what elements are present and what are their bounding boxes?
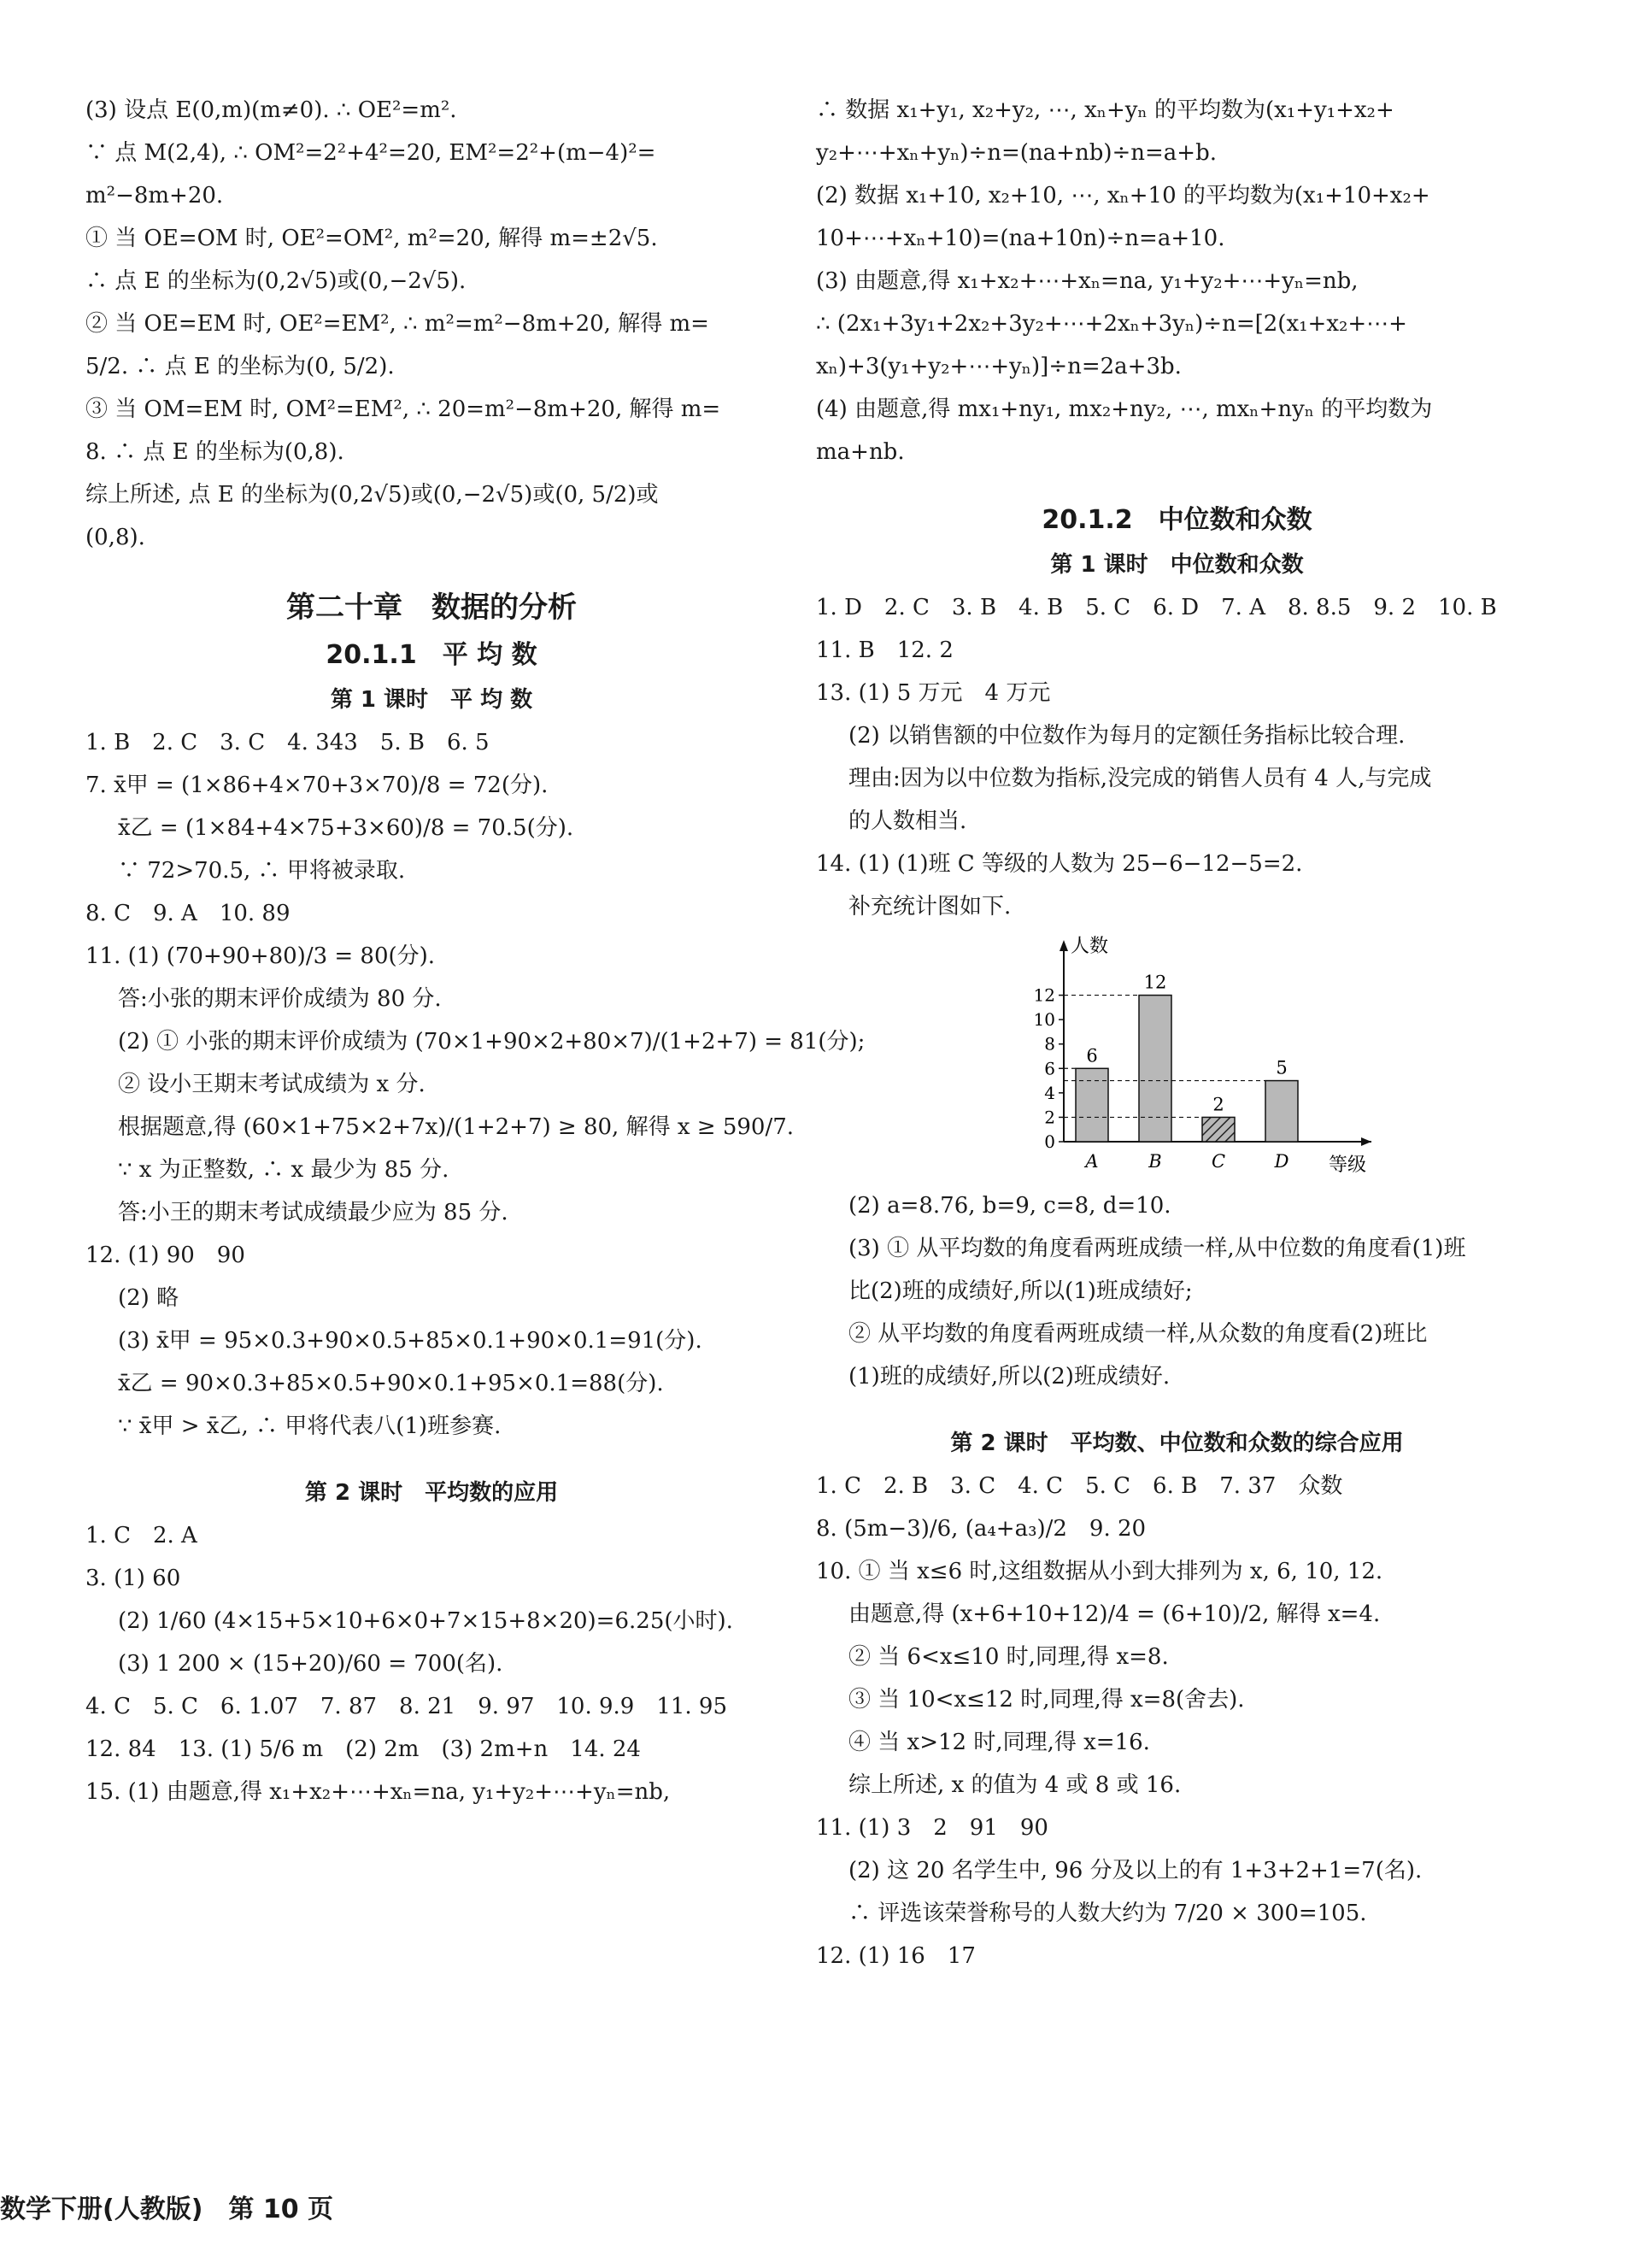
text-line: ① 当 OE=OM 时, OE²=OM², m²=20, 解得 m=±2√5.: [85, 226, 658, 251]
text-line: (3) ① 从平均数的角度看两班成绩一样,从中位数的角度看(1)班: [848, 1236, 1466, 1261]
bar-D: [1265, 1081, 1298, 1142]
bar-B: [1139, 996, 1171, 1142]
text-line: 答:小王的期末考试成绩最少应为 85 分.: [118, 1200, 508, 1225]
text-line: (0,8).: [85, 525, 145, 550]
text-line: 1. C 2. B 3. C 4. C 5. C 6. B 7. 37 众数: [816, 1473, 1343, 1499]
text-line: ∵ 72>70.5, ∴ 甲将被录取.: [118, 858, 406, 884]
text-line: (2) 以销售额的中位数作为每月的定额任务指标比较合理.: [848, 723, 1406, 749]
y-axis-arrow: [1060, 940, 1068, 951]
text-line: 7. x̄甲 = (1×86+4×70+3×70)/8 = 72(分).: [85, 773, 549, 798]
y-tick-label: 10: [1033, 1009, 1055, 1031]
text-line: 8. ∴ 点 E 的坐标为(0,8).: [85, 439, 344, 465]
y-tick-label: 6: [1044, 1058, 1055, 1079]
text-line: 13. (1) 5 万元 4 万元: [816, 680, 1051, 706]
text-line: ② 当 6<x≤10 时,同理,得 x=8.: [848, 1644, 1169, 1670]
bar-A: [1076, 1068, 1108, 1142]
text-line: ∴ 评选该荣誉称号的人数大约为 7/20 × 300=105.: [848, 1901, 1367, 1926]
text-line: 11. (1) 3 2 91 90: [816, 1815, 1048, 1841]
text-line: 根据题意,得 (60×1+75×2+7x)/(1+2+7) ≥ 80, 解得 x ≥ 590/7.: [118, 1114, 795, 1140]
text-line: 12. (1) 16 17: [816, 1943, 976, 1969]
text-line: 理由:因为以中位数为指标,没完成的销售人员有 4 人,与完成: [848, 766, 1432, 791]
text-line: (3) 设点 E(0,m)(m≠0). ∴ OE²=m².: [85, 97, 457, 123]
x-tick-label: C: [1211, 1151, 1226, 1172]
text-line: 11. B 12. 2: [816, 638, 954, 663]
text-line: 10+⋯+xₙ+10)=(na+10n)÷n=a+10.: [816, 226, 1225, 251]
text-line: 5/2. ∴ 点 E 的坐标为(0, 5/2).: [85, 354, 395, 379]
text-line: ② 当 OE=EM 时, OE²=EM², ∴ m²=m²−8m+20, 解得 m=: [85, 311, 709, 337]
text-line: 10. ① 当 x≤6 时,这组数据从小到大排列为 x, 6, 10, 12.: [816, 1559, 1383, 1584]
text-line: 14. (1) (1)班 C 等级的人数为 25−6−12−5=2.: [816, 851, 1303, 877]
text-line: 由题意,得 (x+6+10+12)/4 = (6+10)/2, 解得 x=4.: [848, 1601, 1381, 1627]
text-line: 4. C 5. C 6. 1.07 7. 87 8. 21 9. 97 10. 9.9 11. 95: [85, 1694, 728, 1719]
y-axis-label: 人数: [1071, 936, 1109, 957]
y-tick-label: 12: [1033, 984, 1055, 1006]
bar-value-label: 6: [1086, 1045, 1098, 1066]
text-line: (2) 这 20 名学生中, 96 分及以上的有 1+3+2+1=7(名).: [848, 1858, 1423, 1883]
text-line: ③ 当 10<x≤12 时,同理,得 x=8(舍去).: [848, 1687, 1245, 1713]
text-line: ② 设小王期末考试成绩为 x 分.: [118, 1072, 426, 1097]
page-footer: 数学下册(人教版) 第 10 页: [0, 2195, 334, 2224]
y-tick-label: 4: [1044, 1082, 1055, 1103]
bar-chart-svg: [1013, 928, 1371, 1184]
text-line: ∵ x 为正整数, ∴ x 最少为 85 分.: [118, 1157, 449, 1183]
text-line: ∴ 数据 x₁+y₁, x₂+y₂, ⋯, xₙ+yₙ 的平均数为(x₁+y₁+x₂+: [816, 97, 1394, 123]
text-line: (2) a=8.76, b=9, c=8, d=10.: [848, 1193, 1171, 1219]
text-line: (2) ① 小张的期末评价成绩为 (70×1+90×2+80×7)/(1+2+7) = 81(分);: [118, 1029, 866, 1055]
text-line: 8. C 9. A 10. 89: [85, 901, 291, 926]
bar-chart: [816, 928, 1538, 1184]
text-line: (4) 由题意,得 mx₁+ny₁, mx₂+ny₂, ⋯, mxₙ+nyₙ 的平均数为: [816, 397, 1433, 422]
text-line: ∵ x̄甲 > x̄乙, ∴ 甲将代表八(1)班参赛.: [118, 1413, 502, 1439]
text-line: 15. (1) 由题意,得 x₁+x₂+⋯+xₙ=na, y₁+y₂+⋯+yₙ=nb,: [85, 1779, 671, 1805]
text-line: (2) 略: [118, 1285, 179, 1311]
text-line: x̄乙 = (1×84+4×75+3×60)/8 = 70.5(分).: [118, 815, 574, 841]
text-line: 综上所述, 点 E 的坐标为(0,2√5)或(0,−2√5)或(0, 5/2)或: [85, 482, 659, 508]
text-line: xₙ)+3(y₁+y₂+⋯+yₙ)]÷n=2a+3b.: [816, 354, 1182, 379]
x-tick-label: B: [1148, 1151, 1162, 1172]
section-title: 20.1.1 平 均 数: [326, 640, 537, 670]
text-line: (2) 数据 x₁+10, x₂+10, ⋯, xₙ+10 的平均数为(x₁+10+x₂+: [816, 183, 1430, 209]
bar-C: [1202, 1117, 1235, 1142]
y-tick-label: 0: [1044, 1131, 1055, 1152]
text-line: 12. 84 13. (1) 5/6 m (2) 2m (3) 2m+n 14. 24: [85, 1736, 641, 1762]
section-title: 20.1.2 中位数和众数: [1042, 505, 1312, 535]
text-line: ∴ (2x₁+3y₁+2x₂+3y₂+⋯+2xₙ+3yₙ)÷n=[2(x₁+x₂+⋯+: [816, 311, 1407, 337]
text-line: ② 从平均数的角度看两班成绩一样,从众数的角度看(2)班比: [848, 1321, 1428, 1347]
text-line: x̄乙 = 90×0.3+85×0.5+90×0.1+95×0.1=88(分).: [118, 1371, 664, 1396]
text-line: (2) 1/60 (4×15+5×10+6×0+7×15+8×20)=6.25(小时).: [118, 1608, 733, 1634]
text-line: (3) x̄甲 = 95×0.3+90×0.5+85×0.1+90×0.1=91(分).: [118, 1328, 702, 1354]
text-line: ③ 当 OM=EM 时, OM²=EM², ∴ 20=m²−8m+20, 解得 m=: [85, 397, 721, 422]
text-line: 的人数相当.: [848, 808, 967, 834]
x-axis-arrow: [1361, 1137, 1371, 1146]
text-line: (3) 1 200 × (15+20)/60 = 700(名).: [118, 1651, 503, 1677]
text-line: (1)班的成绩好,所以(2)班成绩好.: [848, 1364, 1171, 1390]
text-line: 综上所述, x 的值为 4 或 8 或 16.: [848, 1772, 1182, 1798]
lesson-title: 第 2 课时 平均数的应用: [304, 1480, 559, 1506]
text-line: 1. B 2. C 3. C 4. 343 5. B 6. 5: [85, 730, 490, 755]
lesson-title: 第 1 课时 中位数和众数: [1050, 552, 1304, 578]
text-line: 12. (1) 90 90: [85, 1243, 245, 1268]
text-line: ∴ 点 E 的坐标为(0,2√5)或(0,−2√5).: [85, 268, 467, 294]
chapter-title: 第二十章 数据的分析: [286, 591, 577, 625]
text-line: m²−8m+20.: [85, 183, 224, 209]
text-line: 1. D 2. C 3. B 4. B 5. C 6. D 7. A 8. 8.5 9. 2 10. B: [816, 595, 1497, 620]
text-line: ∵ 点 M(2,4), ∴ OM²=2²+4²=20, EM²=2²+(m−4)²=: [85, 140, 656, 166]
text-line: 11. (1) (70+90+80)/3 = 80(分).: [85, 943, 436, 969]
y-tick-label: 8: [1044, 1033, 1055, 1055]
text-line: 8. (5m−3)/6, (a₄+a₃)/2 9. 20: [816, 1516, 1147, 1542]
lesson-title: 第 1 课时 平 均 数: [330, 687, 533, 713]
bar-value-label: 5: [1276, 1057, 1288, 1078]
bar-value-label: 2: [1212, 1094, 1224, 1115]
text-line: (3) 由题意,得 x₁+x₂+⋯+xₙ=na, y₁+y₂+⋯+yₙ=nb,: [816, 268, 1359, 294]
text-line: y₂+⋯+xₙ+yₙ)÷n=(na+nb)÷n=a+b.: [816, 140, 1217, 166]
right-column: [816, 89, 1538, 1977]
text-line: 比(2)班的成绩好,所以(1)班成绩好;: [848, 1278, 1193, 1304]
text-line: ma+nb.: [816, 439, 905, 465]
x-tick-label: A: [1085, 1151, 1099, 1172]
x-tick-label: D: [1274, 1151, 1289, 1172]
lesson-title: 第 2 课时 平均数、中位数和众数的综合应用: [950, 1431, 1404, 1456]
text-line: 答:小张的期末评价成绩为 80 分.: [118, 986, 442, 1012]
text-line: ④ 当 x>12 时,同理,得 x=16.: [848, 1730, 1150, 1755]
x-axis-label: 等级: [1329, 1155, 1367, 1176]
text-line: 1. C 2. A: [85, 1523, 197, 1548]
text-line: 3. (1) 60: [85, 1566, 181, 1591]
bar-value-label: 12: [1143, 972, 1167, 993]
y-tick-label: 2: [1044, 1107, 1055, 1128]
text-line: 补充统计图如下.: [848, 894, 1012, 920]
